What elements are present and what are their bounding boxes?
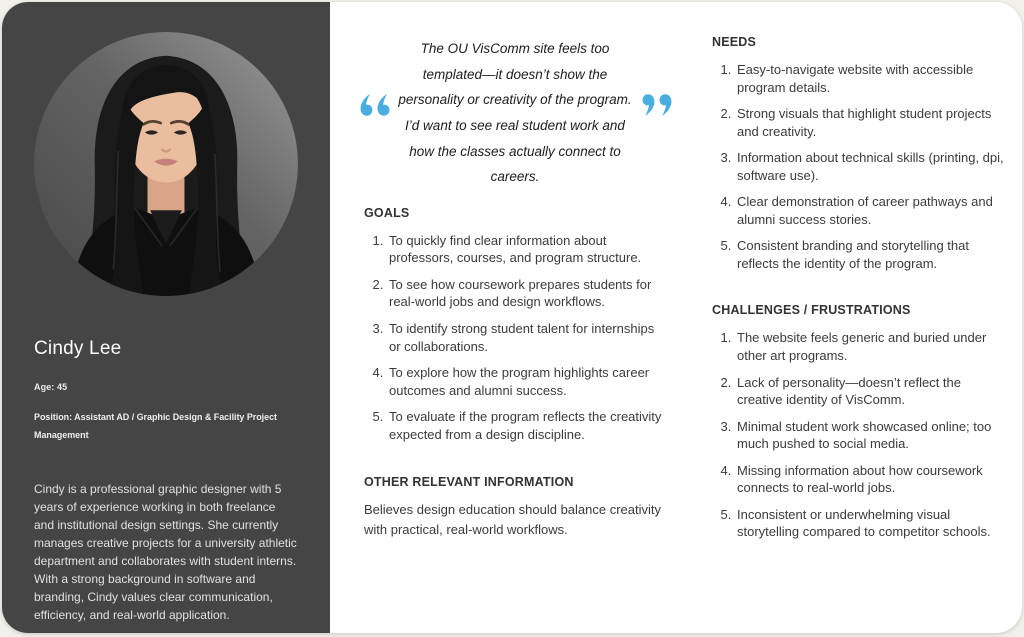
- list-item: 4. Missing information about how coursework connects to real-world jobs.: [735, 462, 1004, 497]
- list-item: 1. Easy-to-navigate website with accessible program details.: [735, 61, 1004, 96]
- list-item: 5. To evaluate if the program reflects the creativity expected from a design discipline.: [387, 408, 666, 443]
- goals-section: [364, 206, 666, 443]
- list-item: 5. Inconsistent or underwhelming visual storytelling compared to competitor schools.: [735, 506, 1004, 541]
- needs-list: [712, 61, 1004, 272]
- list-item: 3. Information about technical skills (printing, dpi, software use).: [735, 149, 1004, 184]
- open-quote-icon: [360, 94, 390, 116]
- other-info-body: Believes design education should balance creativity with practical, real-world workflows.: [364, 502, 662, 537]
- persona-bio: Cindy is a professional graphic designer with 5 years of experience working in both freelance and institutional design settings. She currently manages creative projects for a university athletic department and collaborates with student interns. With a strong background in software and branding, Cindy values clear communication, efficiency, and real-world application.: [34, 482, 297, 622]
- quote-block: [364, 36, 666, 190]
- persona-card: [2, 2, 1022, 633]
- other-info-section: [364, 475, 666, 539]
- challenges-section: [712, 303, 1004, 540]
- list-item: 2. Strong visuals that highlight student projects and creativity.: [735, 105, 1004, 140]
- goals-list: [364, 232, 666, 443]
- list-item: 2. Lack of personality—doesn’t reflect the creative identity of VisComm.: [735, 374, 1004, 409]
- portrait-photo-icon: [34, 32, 298, 296]
- persona-name: Cindy Lee: [34, 338, 122, 359]
- persona-sidebar: [2, 2, 330, 633]
- needs-heading: NEEDS: [712, 35, 757, 49]
- persona-position: Position: Assistant AD / Graphic Design & Facility Project Management: [34, 412, 277, 440]
- challenges-heading: CHALLENGES / FRUSTRATIONS: [712, 303, 911, 318]
- column-middle: [364, 2, 666, 633]
- list-item: 2. To see how coursework prepares students for real-world jobs and design workflows.: [387, 276, 666, 311]
- column-right: [666, 2, 1004, 633]
- avatar: [34, 32, 298, 296]
- needs-section: [712, 35, 1004, 272]
- goals-heading: GOALS: [364, 205, 410, 220]
- list-item: 3. To identify strong student talent for internships or collaborations.: [387, 320, 666, 355]
- list-item: 5. Consistent branding and storytelling that reflects the identity of the program.: [735, 237, 1004, 272]
- persona-age: Age: 45: [34, 382, 68, 392]
- quote-text: The OU VisComm site feels too templated—it doesn’t show the personality or creativity of the program. I’d want to see real student work and how the classes actually connect to careers.: [398, 41, 632, 185]
- list-item: 4. Clear demonstration of career pathways and alumni success stories.: [735, 193, 1004, 228]
- list-item: 1. To quickly find clear information about professors, courses, and program structure.: [387, 232, 666, 267]
- challenges-list: [712, 329, 1004, 540]
- close-quote-icon: [642, 94, 672, 116]
- list-item: 1. The website feels generic and buried under other art programs.: [735, 329, 1004, 364]
- other-info-heading: OTHER RELEVANT INFORMATION: [364, 475, 574, 490]
- persona-content: [330, 2, 1022, 633]
- list-item: 4. To explore how the program highlights career outcomes and alumni success.: [387, 364, 666, 399]
- list-item: 3. Minimal student work showcased online; too much pushed to social media.: [735, 418, 1004, 453]
